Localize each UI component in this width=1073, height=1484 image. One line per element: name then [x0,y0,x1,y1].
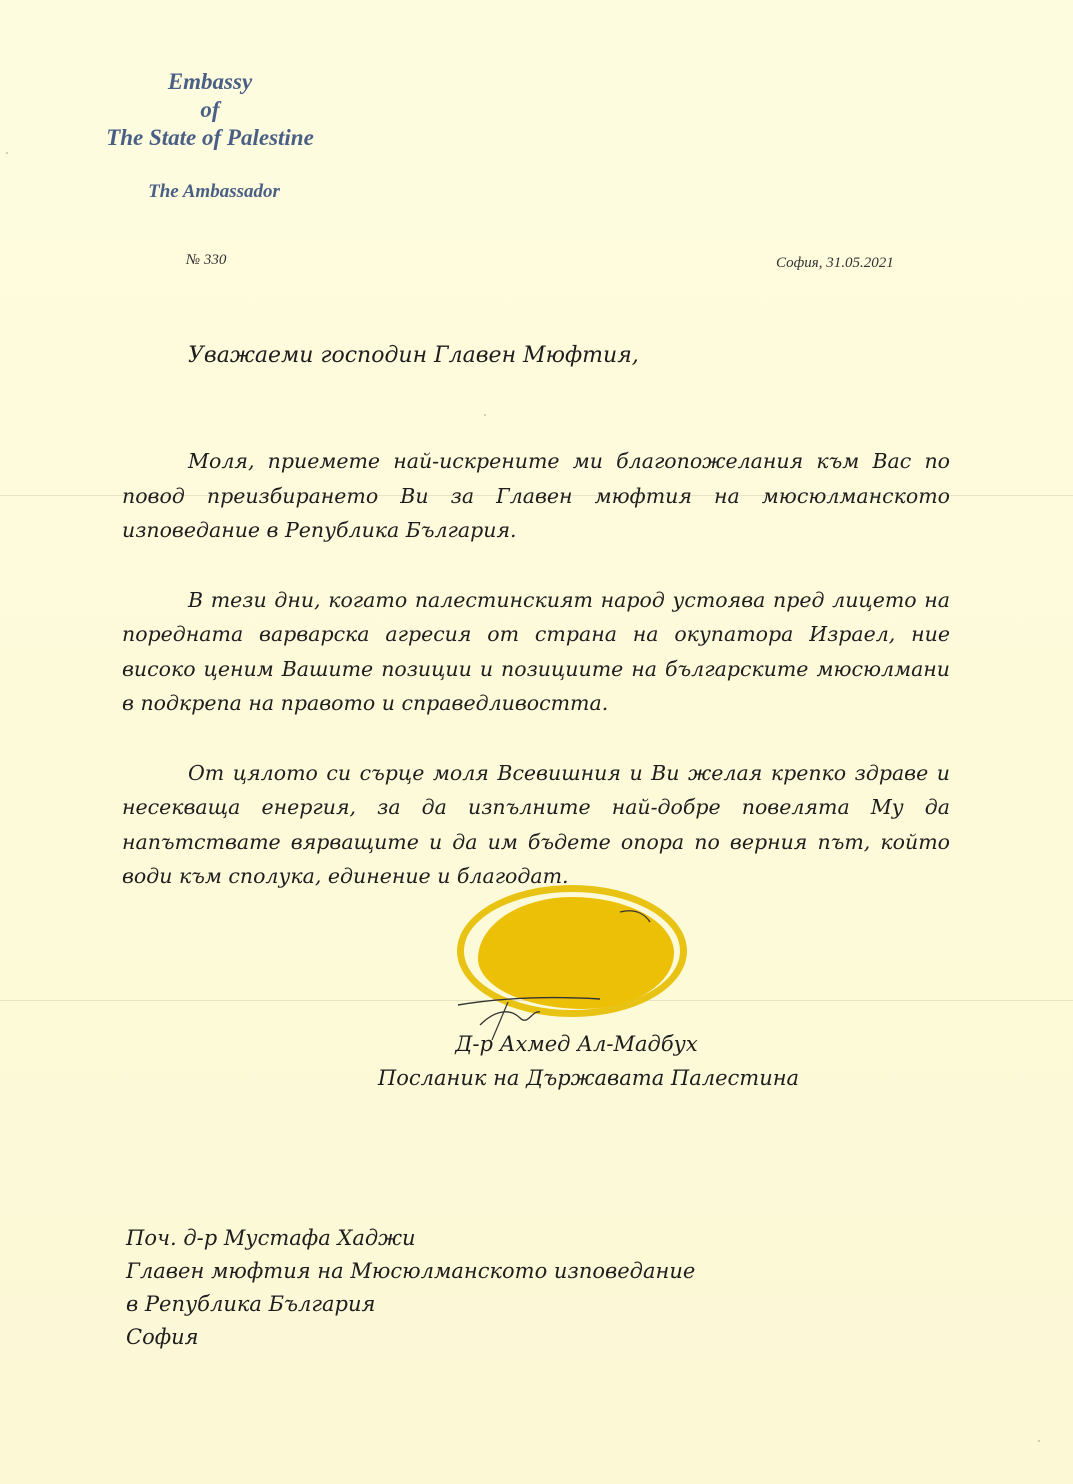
paper-speck [1038,1440,1040,1442]
letterhead-role: The Ambassador [148,181,280,202]
letterhead-embassy: Embassy [167,69,253,94]
addressee-name: Поч. д-р Мустафа Хаджи [126,1226,416,1250]
body-paragraph: Моля, приемете най-искрените ми благопожелания към Вас по повод преизбирането Ви за Главен мюфтия на мюсюлманското изповедание в Република България. [122,449,950,542]
place-date: София, 31.05.2021 [776,255,894,271]
addressee-city: София [126,1325,199,1349]
addressee-country: в Република България [126,1292,376,1316]
signature-block [0,1027,1073,1095]
signer-name: Д-р Ахмед Ал-Мадбух [455,1032,698,1056]
letterhead-state: The State of Palestine [106,125,314,150]
paper-speck [484,414,486,416]
letterhead [80,68,340,203]
paper-speck [6,152,8,154]
letter-body [122,444,950,929]
letterhead-of: of [200,97,220,122]
addressee-block [126,1222,695,1354]
signer-title: Посланик на Държавата Палестина [377,1066,800,1090]
body-paragraph: В тези дни, когато палестинският народ устоява пред лицето на поредната варварска агресия от страна на окупатора Израел, ние високо ценим Вашите позиции и позициите на българските мюсюлмани в подкрепа на правото и справедливостта. [122,587,950,715]
salutation: Уважаеми господин Главен Мюфтия, [188,343,639,368]
addressee-position: Главен мюфтия на Мюсюлманското изповедание [126,1259,696,1283]
reference-number: № 330 [186,252,227,268]
body-paragraph: От цялото си сърце моля Всевишния и Ви желая крепко здраве и несекваща енергия, за да изпълните най-добре повелята Му да напътствате вярващите и да им бъдете опора по верния път, който води към сполука, единение и благодат. [122,760,950,888]
